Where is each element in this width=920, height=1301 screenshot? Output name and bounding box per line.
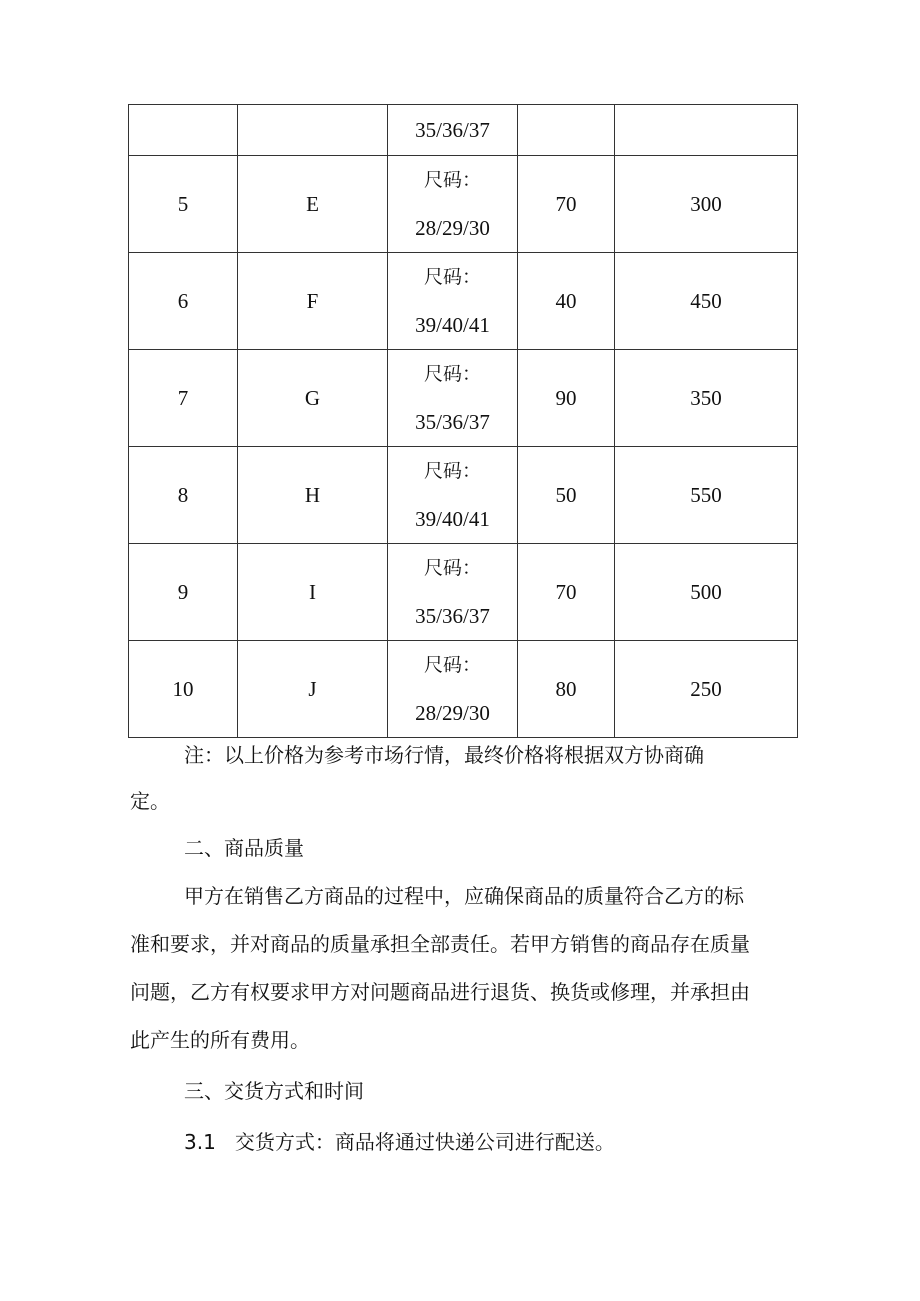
quantity-cell: 40 [518,253,615,350]
size-cell [388,156,518,253]
quantity-cell: 80 [518,641,615,738]
size-value: 35/36/37 [415,410,490,434]
size-cell [388,544,518,641]
no-cell: 9 [129,544,238,641]
size-cell [388,641,518,738]
price-cell [615,105,798,156]
code-cell: E [238,156,388,253]
table-row [129,641,798,738]
size-label: 尺码： [423,460,481,482]
quantity-cell: 70 [518,156,615,253]
price-cell: 450 [615,253,798,350]
size-label: 尺码： [423,169,481,191]
size-label: 尺码： [423,557,481,579]
no-cell: 10 [129,641,238,738]
table-row [129,447,798,544]
no-cell: 6 [129,253,238,350]
size-cell [388,350,518,447]
quantity-cell: 50 [518,447,615,544]
section-3-heading: 三、交货方式和时间 [184,1079,364,1103]
size-value: 28/29/30 [415,216,490,240]
section-2-heading: 二、商品质量 [184,836,304,860]
note-line-2: 定。 [130,789,170,813]
code-cell [238,105,388,156]
section-2-line-4: 此产生的所有费用。 [130,1028,310,1052]
code-cell: F [238,253,388,350]
size-value: 35/36/37 [415,604,490,628]
code-cell: G [238,350,388,447]
size-value: 39/40/41 [415,507,490,531]
quantity-cell [518,105,615,156]
price-cell: 550 [615,447,798,544]
size-value: 28/29/30 [415,701,490,725]
section-2-line-1: 甲方在销售乙方商品的过程中，应确保商品的质量符合乙方的标 [184,884,744,908]
size-cell [388,253,518,350]
quantity-cell: 90 [518,350,615,447]
table-row [129,544,798,641]
section-2-line-3: 问题，乙方有权要求甲方对问题商品进行退货、换货或修理，并承担由 [130,980,750,1004]
no-cell: 7 [129,350,238,447]
code-cell: I [238,544,388,641]
no-cell [129,105,238,156]
price-cell: 350 [615,350,798,447]
quantity-cell: 70 [518,544,615,641]
code-cell: J [238,641,388,738]
no-cell: 8 [129,447,238,544]
size-label: 尺码： [423,654,481,676]
note-line-1: 注：以上价格为参考市场行情，最终价格将根据双方协商确 [184,743,704,767]
size-cell [388,447,518,544]
table-row [129,350,798,447]
size-label: 尺码： [423,363,481,385]
table-row [129,156,798,253]
no-cell: 5 [129,156,238,253]
section-2-line-2: 准和要求，并对商品的质量承担全部责任。若甲方销售的商品存在质量 [130,932,750,956]
table-row [129,253,798,350]
code-cell: H [238,447,388,544]
price-cell: 500 [615,544,798,641]
size-cell: 35/36/37 [388,105,518,156]
size-label: 尺码： [423,266,481,288]
price-cell: 250 [615,641,798,738]
size-value: 39/40/41 [415,313,490,337]
table-row [129,105,798,156]
section-3-item-3-1: 3.1 交货方式：商品将通过快递公司进行配送。 [184,1130,615,1154]
product-table [128,104,798,738]
price-cell: 300 [615,156,798,253]
